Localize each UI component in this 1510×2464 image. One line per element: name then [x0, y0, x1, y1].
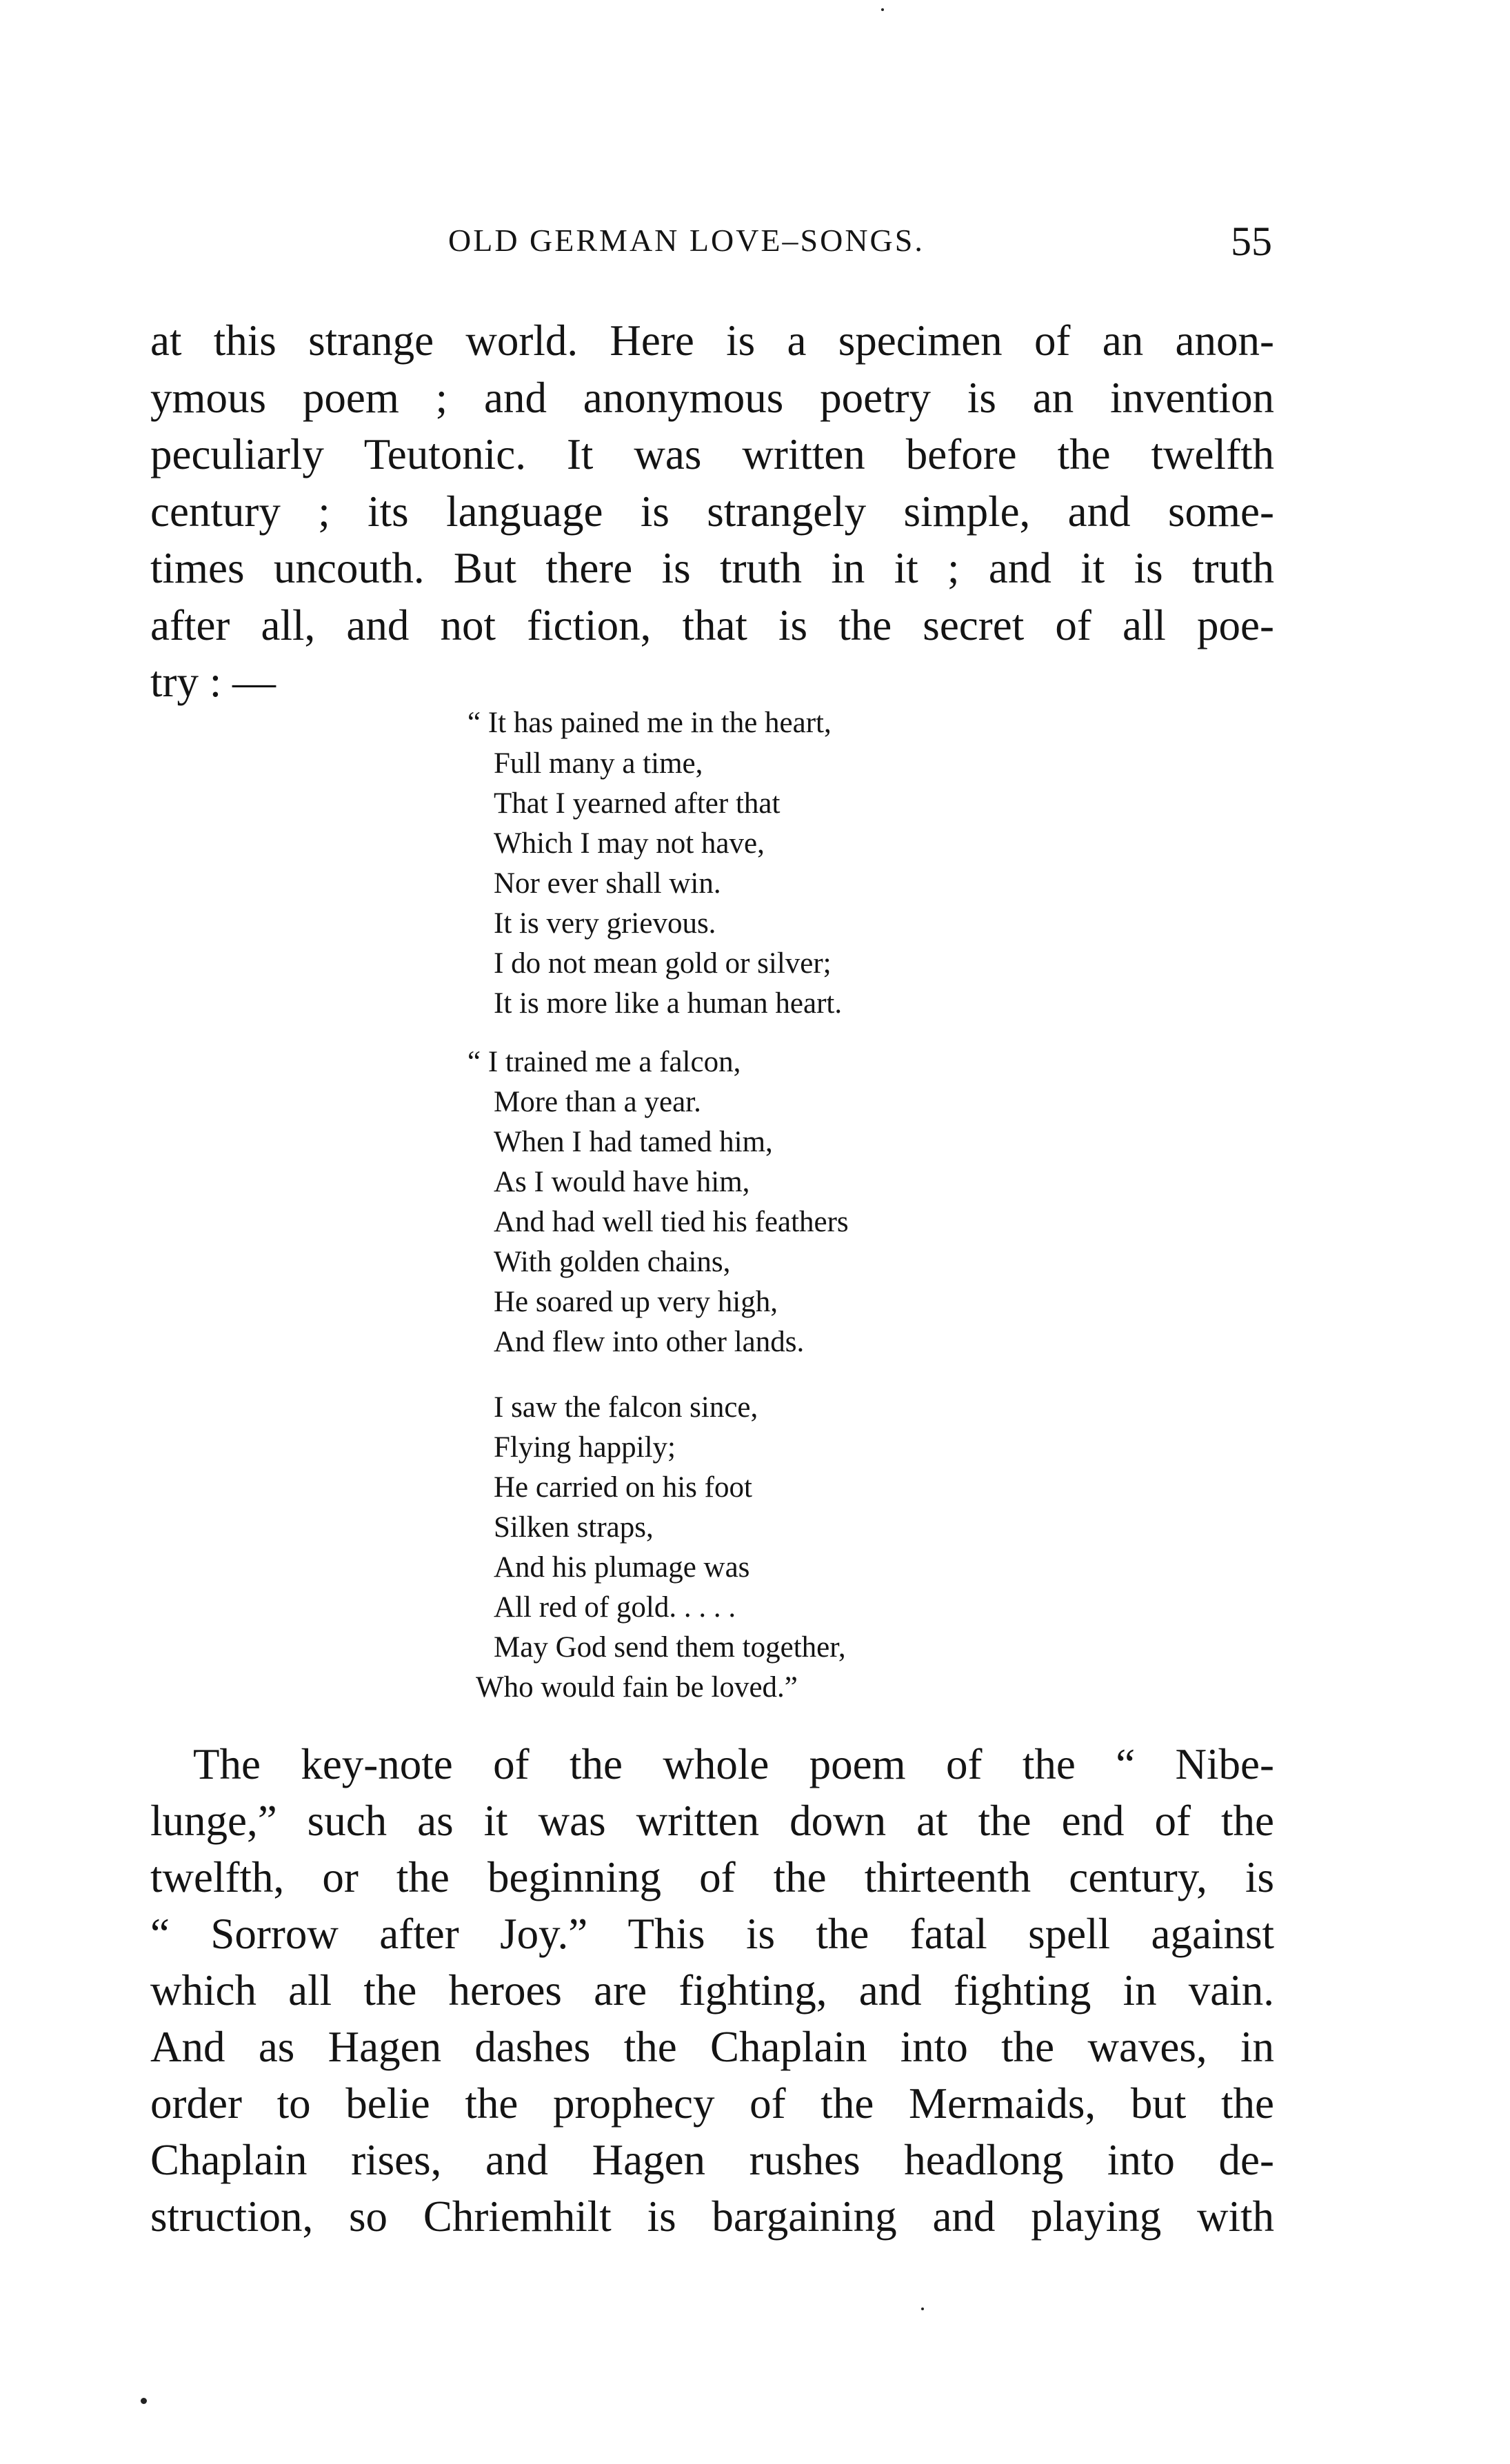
poem-line: It is more like a human heart. [494, 987, 843, 1020]
text-line: which all the heroes are fighting, and fighting in vain. [150, 1966, 1274, 2014]
poem-line: All red of gold. . . . . [494, 1591, 736, 1624]
poem-line: I saw the falcon since, [494, 1391, 758, 1424]
poem-line: Who would fain be loved.” [476, 1671, 798, 1704]
poem-line: Full many a time, [494, 747, 703, 780]
poem-line: And had well tied his feathers [494, 1206, 849, 1238]
poem-line: He carried on his foot [494, 1471, 752, 1504]
text-line: twelfth, or the beginning of the thirteenth century, is [150, 1853, 1274, 1901]
text-line: The key-note of the whole poem of the “ Nibe- [193, 1740, 1274, 1788]
poem-line: When I had tamed him, [494, 1126, 773, 1158]
text-line: struction, so Chriemhilt is bargaining and playing with [150, 2192, 1274, 2241]
text-line: at this strange world. Here is a specimen of an anon- [150, 316, 1274, 365]
poem-line: Which I may not have, [494, 827, 765, 860]
poem-line: And his plumage was [494, 1551, 750, 1584]
poem-line: More than a year. [494, 1086, 701, 1118]
poem-line: “ It has pained me in the heart, [467, 707, 832, 739]
text-line: And as Hagen dashes the Chaplain into the waves, in [150, 2023, 1274, 2071]
scan-speck [141, 2398, 147, 2404]
text-line: try : — [150, 658, 276, 706]
poem-line: He soared up very high, [494, 1286, 778, 1318]
paragraph-intro [150, 312, 1274, 711]
scan-speck [881, 8, 884, 11]
poem-line: May God send them together, [494, 1631, 846, 1664]
text-line: after all, and not fiction, that is the secret of all poe- [150, 600, 1274, 649]
scan-speck [921, 2308, 924, 2310]
text-line: order to belie the prophecy of the Mermaids, but the [150, 2079, 1274, 2128]
running-title: OLD GERMAN LOVE–SONGS. [448, 223, 925, 258]
poem-line: “ I trained me a falcon, [467, 1046, 741, 1078]
poem-line: Flying happily; [494, 1431, 676, 1464]
poem-line: With golden chains, [494, 1246, 731, 1278]
text-line: peculiarly Teutonic. It was written before the twelfth [150, 430, 1274, 478]
poem-line: As I would have him, [494, 1166, 750, 1198]
text-line: times uncouth. But there is truth in it ; and it is truth [150, 544, 1274, 592]
text-line: “ Sorrow after Joy.” This is the fatal spell against [150, 1910, 1274, 1958]
text-line: ymous poem ; and anonymous poetry is an invention [150, 373, 1274, 422]
poem-line: And flew into other lands. [494, 1326, 805, 1358]
text-line: Chaplain rises, and Hagen rushes headlong into de- [150, 2136, 1274, 2184]
text-line: lunge,” such as it was written down at the end of the [150, 1797, 1274, 1845]
text-line: century ; its language is strangely simple, and some- [150, 487, 1274, 536]
poem-line: Nor ever shall win. [494, 867, 721, 900]
page-number: 55 [1231, 219, 1272, 264]
poem-line: It is very grievous. [494, 907, 716, 940]
poem-line: I do not mean gold or silver; [494, 947, 832, 980]
poem-line: Silken straps, [494, 1511, 654, 1544]
paragraph-nibelunge [150, 1736, 1274, 2245]
poem-line: That I yearned after that [494, 787, 781, 820]
